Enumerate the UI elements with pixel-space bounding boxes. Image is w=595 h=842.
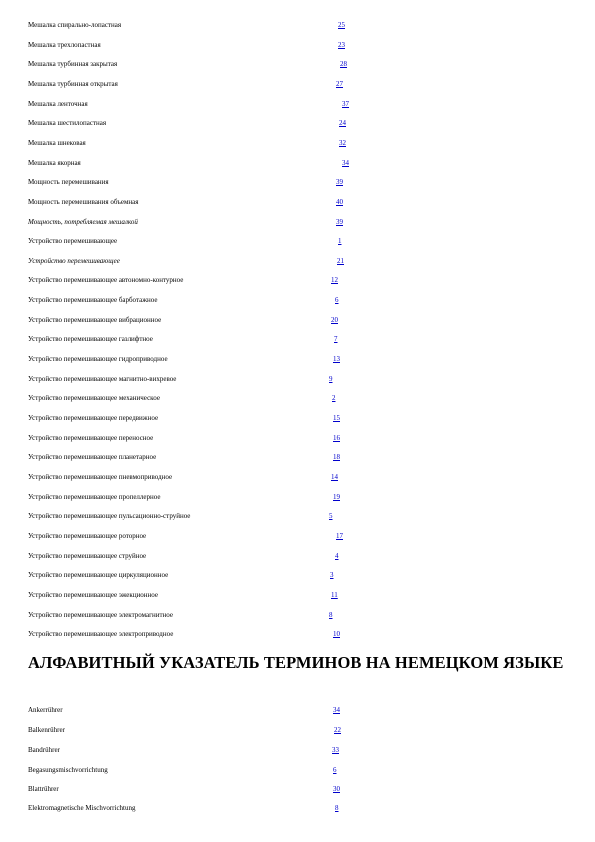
page-number-link[interactable]: 21	[337, 257, 344, 265]
page-number-link[interactable]: 16	[333, 434, 340, 442]
page-number-link[interactable]: 11	[331, 591, 338, 599]
index-entry	[28, 117, 448, 129]
index-entry	[28, 176, 448, 188]
page-number-link[interactable]: 6	[335, 296, 339, 304]
page-number-link[interactable]: 34	[342, 159, 349, 167]
page-number-link[interactable]: 22	[334, 726, 341, 734]
index-entry	[28, 333, 448, 345]
index-entry	[28, 589, 448, 601]
page-number-link[interactable]: 39	[336, 178, 343, 186]
page-number-link[interactable]: 27	[336, 80, 343, 88]
page-number-link[interactable]: 3	[330, 571, 334, 579]
index-entry	[28, 196, 448, 208]
index-entry	[28, 19, 448, 31]
page-number-link[interactable]: 17	[336, 532, 343, 540]
index-entry	[28, 235, 448, 247]
index-term: Устройство перемешивающее барботажное	[28, 296, 158, 304]
index-term: Устройство перемешивающее автономно-контурное	[28, 276, 184, 284]
index-term: Устройство перемешивающее вибрационное	[28, 316, 162, 324]
index-term: Мешалка турбинная открытая	[28, 80, 118, 88]
page-number-link[interactable]: 32	[339, 139, 346, 147]
index-entry	[28, 39, 448, 51]
index-entry	[28, 451, 448, 463]
index-term: Устройство перемешивающее пропеллерное	[28, 493, 161, 501]
index-term: Устройство перемешивающее электромагнитное	[28, 611, 173, 619]
index-term: Устройство перемешивающее циркуляционное	[28, 571, 169, 579]
page-number-link[interactable]: 6	[333, 766, 337, 774]
index-entry	[28, 471, 448, 483]
index-term: Мешалка шестилопастная	[28, 119, 107, 127]
page-number-link[interactable]: 19	[333, 493, 340, 501]
index-entry	[28, 98, 448, 110]
page-number-link[interactable]: 4	[335, 552, 339, 560]
page-number-link[interactable]: 39	[336, 218, 343, 226]
index-term: Устройство перемешивающее пульсационно-струйное	[28, 512, 191, 520]
index-entry	[28, 550, 448, 562]
index-entry	[28, 412, 448, 424]
page-number-link[interactable]: 13	[333, 355, 340, 363]
page-number-link[interactable]: 34	[333, 706, 340, 714]
index-term: Мешалка спирально-лопастная	[28, 21, 122, 29]
index-term: Устройство перемешивающее роторное	[28, 532, 147, 540]
page-number-link[interactable]: 33	[332, 746, 339, 754]
index-term: Устройство перемешивающее электроприводное	[28, 630, 174, 638]
index-entry	[28, 530, 448, 542]
index-term: Устройство перемешивающее струйное	[28, 552, 147, 560]
index-term: Устройство перемешивающее планетарное	[28, 453, 157, 461]
index-entry	[28, 137, 448, 149]
index-entry	[28, 628, 448, 640]
index-term: Elektromagnetische Mischvorrichtung	[28, 804, 136, 812]
index-entry	[28, 373, 448, 385]
index-term: Устройство перемешивающее газлифтное	[28, 335, 153, 343]
index-entry	[28, 724, 448, 736]
index-entry	[28, 510, 448, 522]
page-number-link[interactable]: 30	[333, 785, 340, 793]
index-term: Мешалка турбинная закрытая	[28, 60, 118, 68]
index-entry	[28, 353, 448, 365]
index-entry	[28, 314, 448, 326]
index-entry	[28, 216, 448, 228]
page-number-link[interactable]: 14	[331, 473, 338, 481]
index-term: Blattrührer	[28, 785, 59, 793]
page-number-link[interactable]: 5	[329, 512, 333, 520]
index-term: Устройство перемешивающее магнитно-вихревое	[28, 375, 177, 383]
section-heading: АЛФАВИТНЫЙ УКАЗАТЕЛЬ ТЕРМИНОВ НА НЕМЕЦКОМ ЯЗЫКЕ	[28, 653, 564, 672]
page-number-link[interactable]: 25	[338, 21, 345, 29]
page-number-link[interactable]: 2	[332, 394, 336, 402]
index-term: Устройство перемешивающее механическое	[28, 394, 160, 402]
page-number-link[interactable]: 15	[333, 414, 340, 422]
page-number-link[interactable]: 20	[331, 316, 338, 324]
index-term: Balkenrührer	[28, 726, 65, 734]
page-number-link[interactable]: 8	[329, 611, 333, 619]
index-entry	[28, 744, 448, 756]
page-number-link[interactable]: 24	[339, 119, 346, 127]
page-number-link[interactable]: 9	[329, 375, 333, 383]
index-term: Ankerrührer	[28, 706, 63, 714]
index-term: Мешалка трехлопастная	[28, 41, 101, 49]
index-entry	[28, 432, 448, 444]
index-entry	[28, 274, 448, 286]
index-term: Устройство перемешивающее эжекционное	[28, 591, 158, 599]
index-term: Мешалка шнековая	[28, 139, 86, 147]
index-term: Устройство перемешивающее	[28, 237, 118, 245]
page-number-link[interactable]: 18	[333, 453, 340, 461]
page-number-link[interactable]: 7	[334, 335, 338, 343]
index-entry	[28, 764, 448, 776]
page-number-link[interactable]: 10	[333, 630, 340, 638]
page-number-link[interactable]: 12	[331, 276, 338, 284]
index-term: Bandrührer	[28, 746, 60, 754]
index-term: Мощность перемешивания объемная	[28, 198, 139, 206]
page-number-link[interactable]: 40	[336, 198, 343, 206]
index-term: Устройство перемешивающее	[28, 257, 120, 265]
index-term: Мощность перемешивания	[28, 178, 109, 186]
index-entry	[28, 78, 448, 90]
index-term: Мощность, потребляемая мешалкой	[28, 218, 138, 226]
index-entry	[28, 609, 448, 621]
index-entry	[28, 157, 448, 169]
index-entry	[28, 802, 448, 814]
index-entry	[28, 704, 448, 716]
index-term: Мешалка ленточная	[28, 100, 88, 108]
index-entry	[28, 491, 448, 503]
page-number-link[interactable]: 37	[342, 100, 349, 108]
index-term: Устройство перемешивающее гидроприводное	[28, 355, 168, 363]
index-entry	[28, 255, 448, 267]
page-number-link[interactable]: 1	[338, 237, 342, 245]
page-number-link[interactable]: 23	[338, 41, 345, 49]
index-entry	[28, 392, 448, 404]
index-term: Устройство перемешивающее переносное	[28, 434, 154, 442]
index-entry	[28, 294, 448, 306]
index-term: Мешалка якорная	[28, 159, 81, 167]
page-number-link[interactable]: 8	[335, 804, 339, 812]
page-number-link[interactable]: 28	[340, 60, 347, 68]
index-term: Устройство перемешивающее пневмоприводное	[28, 473, 173, 481]
index-entry	[28, 783, 448, 795]
index-term: Begasungsmischvorrichtung	[28, 766, 108, 774]
index-entry	[28, 569, 448, 581]
index-entry	[28, 58, 448, 70]
index-term: Устройство перемешивающее передвижное	[28, 414, 159, 422]
